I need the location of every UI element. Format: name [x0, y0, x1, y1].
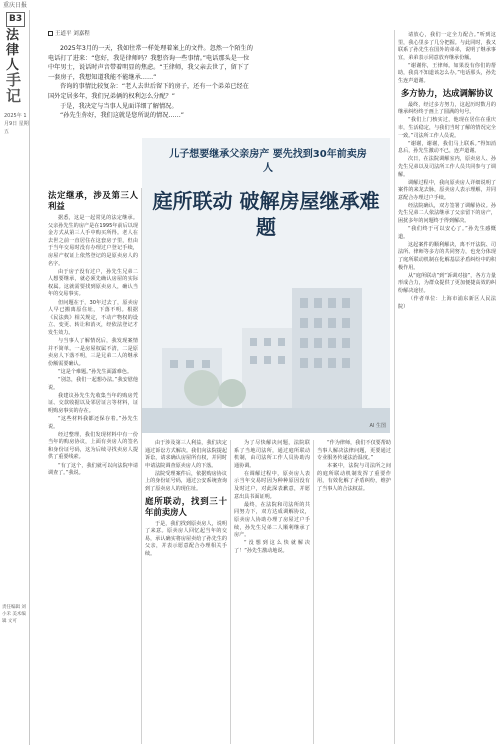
left-column-heading: 法定继承，涉及第三人利益 — [48, 190, 138, 211]
intro-paragraph-4: “孙先生你好，我们这就是您所说的情况……” — [60, 112, 184, 120]
paragraph: “我们上门核实过，他现在居住在重庆市，生活稳定，与我们当时了解的情况完全一致。”司法所工作人员说。 — [398, 117, 496, 139]
middle-column-a — [145, 440, 227, 559]
ai-image-tag: AI 生图 — [369, 422, 386, 429]
right-column — [398, 32, 496, 312]
paragraph: “别急，我们一起想办法。”我安慰他说。 — [48, 376, 138, 391]
paragraph: 据悉，这是一起常见的法定继承。父亲孙先生的房产是在1995年前后以现金方式从第三人手中购买所得。老人在去世之前一直居住在这套房子里，但由于当年交易时没有办理过户登记手续，房屋产权证上依然登记的是原卖房人的名字。 — [48, 215, 138, 267]
author-note: （作者单位：上海市浦东新区人民法院） — [398, 296, 496, 310]
paragraph: 在调解过程中，原卖房人表示当年交易时因为种种原因没有及时过户，对此深表歉意，并愿意出具书面证明。 — [234, 470, 310, 500]
headline-graphic — [142, 138, 390, 433]
paragraph: “这些材料我都还保存着。”孙先生说。 — [48, 415, 138, 430]
paragraph: “谢谢你，王律师。如果没有你们的帮助，我真不知道该怎么办。”电话那头，孙先生连声道谢。 — [398, 62, 496, 85]
paragraph: 由于涉及第三人利益，我们决定通过诉讼方式解决。我们向法院提起诉讼，请求确认房屋所有权，并同时申请法院调查原卖房人的下落。 — [145, 440, 227, 469]
column-divider — [230, 440, 231, 744]
column-divider — [313, 440, 314, 744]
byline — [48, 31, 90, 39]
paragraph: 次日，在法院调解室内，原卖房人、孙先生兄弟以及司法所工作人员共同参与了调解。 — [398, 156, 496, 178]
column-divider — [141, 188, 142, 744]
paragraph: 调解过程中，我向原卖房人详细说明了案件的来龙去脉，原卖房人表示理解，并同意配合办理过户手续。 — [398, 179, 496, 201]
building-illustration — [142, 138, 390, 433]
paragraph: 经法院确认，双方签署了调解协议。孙先生兄弟二人依法继承了父亲留下的房产，困扰多年的问题终于得到解决。 — [398, 202, 496, 225]
paragraph: 与当事人了解情况后，我发现案情并不简单。一是房屋权属不清，二是原卖房人下落不明，三是兄弟二人的继承份额需要确认。 — [48, 338, 138, 367]
intro-paragraph: 2025年3月的一天，我如往常一样处理着案上的文件。忽然一个陌生的电话打了进来：“您好，我是律师吗？我想咨询一些事情。”电话那头是一位中年男士，说话时声音带着明显的焦虑。“王律师，我父亲去世了，留下了一套房子，我想知道我能不能继承……” — [48, 45, 253, 81]
paragraph: 这起案件的顺利解决，离不开法院、司法所、律师等多方的共同努力，也充分体现了庭所联动机制在化解基层矛盾纠纷中的积极作用。 — [398, 241, 496, 271]
section-title-2: 手记 — [6, 71, 22, 105]
square-icon — [48, 31, 53, 36]
paragraph: 经过整理，我们发现材料中有一份当年的购房协议，上面有卖房人的签名和身份证号码，这为后续寻找卖房人提供了重要线索。 — [48, 431, 138, 461]
article-intro — [48, 44, 253, 121]
editor-credits: 责任编辑 刘小禾 美术编辑 文可 — [2, 605, 26, 624]
section-title-1: 法律人 — [6, 28, 20, 73]
paragraph: 于是，我们找到原卖房人，说明了来意。原卖房人回忆起当年的交易，承认确实将房屋卖给了孙先生的父亲，并表示愿意配合办理相关手续。 — [145, 520, 227, 558]
byline-text: 王道平 刘嘉程 — [55, 31, 90, 37]
paragraph: 请放心，我们一定全力配合。”听到这里，我心里多了几分把握。与此同时，我又联系了孙先生在国外的弟弟，说明了继承事宜，弟弟表示同意放弃继承份额。 — [398, 32, 496, 61]
paragraph: 最终，在法院和司法所的共同努力下，双方达成调解协议，原卖房人协助办理了房屋过户手续，孙先生兄弟二人顺利继承了房产。 — [234, 501, 310, 539]
paragraph: “谢谢，谢谢，我们马上联系。”得知消息后，孙先生激动不已，连声道谢。 — [398, 140, 496, 155]
paragraph: “我们终于可以安心了。”孙先生感慨道。 — [398, 226, 496, 240]
intro-paragraph-2: 咨询的事情比较复杂：“老人去世后留下的房子，还有一个弟弟已经在国外定居多年，我们兄弟俩的权利怎么分配？” — [48, 83, 249, 100]
paragraph: 为了尽快解决问题，法院联系了当地司法所，通过庭所联动机制，由司法所工作人员协助沟通协调。 — [234, 440, 310, 469]
issue-date: 2025年 1月9日 星期五 — [4, 113, 29, 135]
paragraph: 本案中，法院与司法所之间的庭所联动机制发挥了重要作用，有效化解了矛盾纠纷，维护了当事人的合法权益。 — [317, 463, 391, 493]
paragraph: 最终，经过多方努力，这起历时数月的继承纠纷终于画上了圆满的句号。 — [398, 101, 496, 116]
masthead-paper: 重庆日报 — [3, 2, 28, 9]
headline-subtitle: 儿子想要继承父亲房产 要先找到30年前卖房人 — [169, 149, 367, 174]
right-column-heading: 多方协力，达成调解协议 — [400, 87, 494, 98]
paragraph: “这是个难题。”孙先生面露难色。 — [58, 368, 133, 375]
page-number: B3 — [6, 12, 25, 27]
middle-column-b — [234, 440, 310, 556]
paragraph: “作为律师，我们不仅要帮助当事人解决法律问题，更要通过专业服务传递法治温度。” — [317, 440, 391, 462]
rail-divider — [29, 10, 30, 745]
paragraph: 法院受理案件后，依据购房协议上的身份证号码，通过公安系统查询到了原卖房人的现住址。 — [145, 470, 227, 493]
section-title — [6, 28, 26, 105]
paragraph: 由于房子没有过户，孙先生兄弟二人想要继承，就必须先确认房屋的实际权属。这就需要找到原卖房人，确认当年的交易事实。 — [48, 268, 138, 298]
intro-paragraph-3: 于是，我决定与当事人见面详细了解情况。 — [60, 102, 178, 110]
left-rail — [0, 0, 32, 751]
left-column — [48, 188, 138, 478]
paragraph: “有了这个，我们就可以向法院申请调查了。”我说。 — [48, 462, 138, 477]
middle-column-heading: 庭所联动，找到三十年前卖房人 — [145, 495, 227, 517]
paragraph: “没想到这么快就解决了！”孙先生激动地说。 — [234, 540, 310, 554]
column-divider — [394, 30, 395, 744]
paragraph: 从“庭所联动”到“诉调对接”，各方力量形成合力，为群众提供了更加便捷高效的纠纷解决途径。 — [398, 272, 496, 294]
paragraph: 我建议孙先生先收集当年的购房凭证、交款收据以及邻居证言等材料，证明购房事实的存在。 — [48, 392, 138, 414]
paragraph: 但问题在于，30年过去了，原卖房人早已搬离原住址，下落不明。根据《民法典》相关规定，不动产物权的设立、变更、转让和消灭，经依法登记才发生效力。 — [48, 299, 138, 336]
middle-column-c — [317, 440, 391, 494]
headline-title: 庭所联动 破解房屋继承难题 — [152, 189, 380, 239]
